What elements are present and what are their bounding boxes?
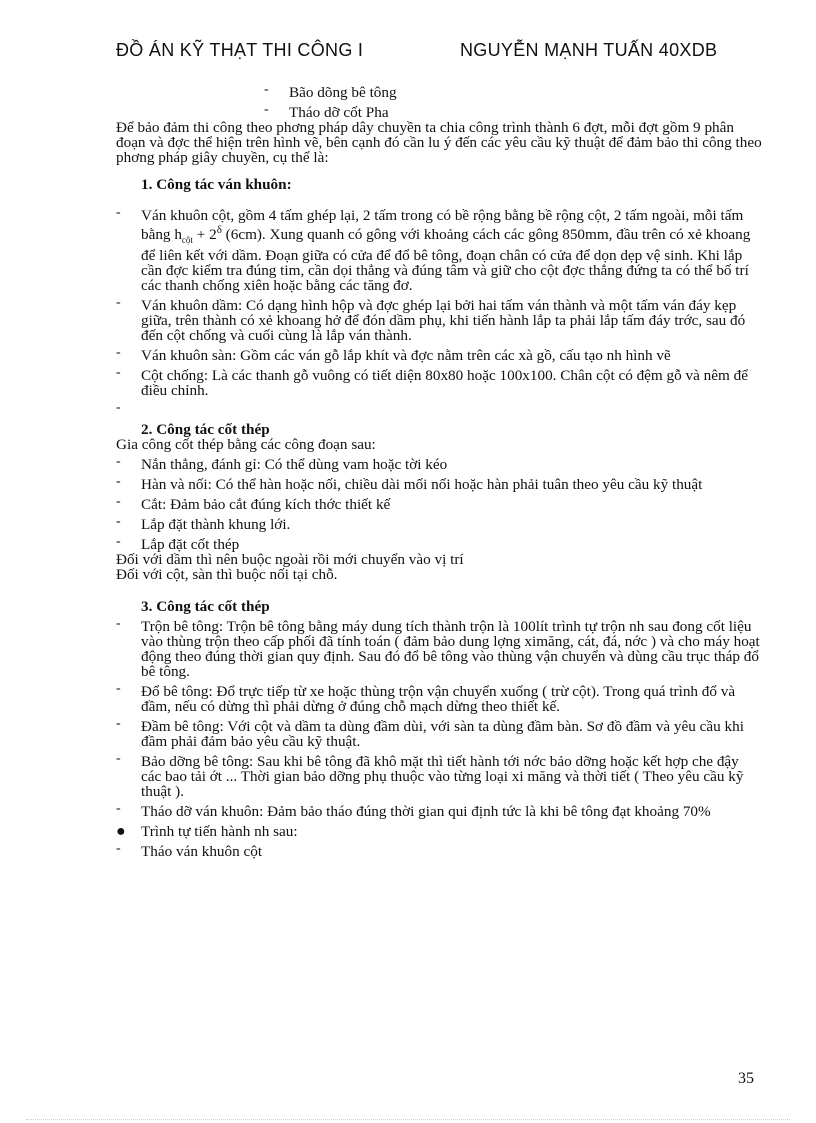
dash-marker: - — [264, 102, 269, 117]
list-item: - Trộn bê tông: Trộn bê tông bằng máy dung tích thành trộn là 100lít trình tự trộn nh sau đong cốt liệu vào thùng trộn theo cấp phối đã tính toán ( đảm bảo dung lợng ximăng, cát, đá, nớc ) và cho máy hoạt động theo đúng thời gian quy định. Sau đó đổ bê tông vào thùng vận chuyển và dùng cầu trục tháp đổ bê tông. — [116, 616, 760, 681]
list-item-empty — [116, 400, 762, 418]
top-items — [116, 82, 762, 121]
dash-marker: - — [116, 474, 121, 490]
intro-paragraph: Để bảo đảm thi công theo phơng pháp dây chuyền ta chia công trình thành 6 đợt, mỗi đợt gồm 9 phân đoạn và đợc thể hiện trên hình vẽ, bên cạnh đó cần lu ý đến các yêu cầu kỹ thuật để đảm bảo thi công theo phơng pháp giây chuyền, cụ thể là: — [116, 119, 762, 166]
list-item: - Cột chống: Là các thanh gỗ vuông có tiết diện 80x80 hoặc 100x100. Chân cột có đệm gỗ và nêm để điều chỉnh. — [116, 365, 748, 400]
list-item: - Đổ bê tông: Đổ trực tiếp từ xe hoặc thùng trộn vận chuyển xuống ( trừ cột). Trong quá trình đổ và đầm, nếu có dừng thì phải dừng ở đúng chỗ mạch dừng theo thiết kế. — [116, 681, 736, 716]
list-item: - Lắp đặt cốt thép — [116, 534, 240, 554]
dash-marker: - — [116, 716, 121, 732]
dash-marker: - — [116, 841, 121, 857]
page-header — [116, 34, 756, 60]
section-1-title: 1. Công tác ván khuôn: — [141, 176, 292, 193]
list-item: - Ván khuôn sàn: Gồm các ván gỗ lắp khít và đợc nằm trên các xà gồ, cấu tạo nh hình vẽ — [116, 345, 671, 365]
section-2-note-1: Đối với dầm thì nên buộc ngoài rồi mới chuyển vào vị trí — [116, 551, 464, 569]
list-item: - Bảo dỡng bê tông: Sau khi bê tông đã khô mặt thì tiết hành tới nớc bảo dỡng hoặc kết hợp che đậy các bao tải ớt ... Thời gian bảo dỡng phụ thuộc vào từng loại xi măng và thời tiết ( Theo yêu cầu kỹ thuật ). — [116, 751, 744, 801]
dash-marker: - — [264, 82, 269, 97]
list-item: - Ván khuôn cột, gồm 4 tấm ghép lại, 2 tấm trong có bề rộng bằng bề rộng cột, 2 tấm ngoài, mỗi tấm bằng $h_{cột} + 2^\delta$ (6cm). Xung quanh có gông với khoảng cách các gông 850mm, đầu trên có xẻ khoang để liên kết với dầm. Đoạn giữa có cửa để đổ bê tông, đoạn chân có cửa để dọn dẹp vệ sinh. Khi lắp cần đợc kiểm tra đúng tim, cần dọi thẳng và đúng tâm và giữ cho cột đợc thẳng đứng ta có thể bố trí các thanh chống xiên hoặc bằng các tăng đơ. — [116, 205, 751, 295]
dash-marker: - — [116, 801, 121, 817]
list-item: - Hàn và nối: Có thể hàn hoặc nối, chiều dài mối nối hoặc hàn phải tuân theo yêu cầu kỹ thuật — [116, 474, 703, 494]
page-content — [116, 80, 762, 859]
section-2-title: 2. Công tác cốt thép — [141, 421, 270, 439]
section-2-lead: Gia công cốt thép bằng các công đoạn sau: — [116, 436, 376, 454]
dash-marker: - — [116, 345, 121, 361]
list-item: - Tháo dỡ ván khuôn: Đảm bảo tháo đúng thời gian qui định tức là khi bê tông đạt khoảng 70% — [116, 801, 711, 821]
list-item: - Nắn thẳng, đánh gỉ: Có thể dùng vam hoặc tời kéo — [116, 454, 448, 474]
list-item: - Tháo dỡ cốt Pha — [264, 102, 389, 121]
dash-marker: - — [116, 454, 121, 470]
bottom-divider — [26, 1119, 790, 1120]
list-item: - Ván khuôn dầm: Có dạng hình hộp và đợc ghép lại bởi hai tấm ván thành và một tấm ván đáy kẹp giữa, trên thành có xẻ khoang hở để đón dầm phụ, khi tiến hành lắp ta phải lắp tấm đáy trớc, sau đó đến cột chống và cuối cùng là lắp ván thành. — [116, 295, 746, 345]
dash-marker: - — [116, 494, 121, 510]
dash-marker: - — [116, 751, 121, 767]
list-item: - Lắp đặt thành khung lới. — [116, 514, 291, 534]
dash-marker: - — [116, 534, 121, 550]
section-3-title: 3. Công tác cốt thép — [141, 598, 270, 616]
bullet-dot-icon: ● — [116, 823, 126, 841]
section-2-note-2: Đối với cột, sàn thì buộc nối tại chỗ. — [116, 566, 338, 584]
header-right: NGUYỄN MẠNH TUẤN 40XDB — [460, 40, 718, 60]
list-item: - Đầm bê tông: Với cột và dầm ta dùng đầm dùi, với sàn ta dùng đầm bàn. Sơ đồ đầm và yêu cầu khi đầm phải đảm bảo yêu cầu kỹ thuật. — [116, 716, 744, 751]
dash-marker: - — [116, 616, 121, 632]
list-item: - Cắt: Đảm bảo cắt đúng kích thớc thiết kế — [116, 494, 391, 514]
dash-marker: - — [116, 205, 121, 220]
page-number: 35 — [738, 1070, 754, 1087]
dash-marker: - — [116, 681, 121, 697]
dash-marker: - — [116, 400, 121, 416]
bullet-item: ● Trình tự tiến hành nh sau: — [116, 823, 298, 841]
dash-marker: - — [116, 514, 121, 530]
dash-marker: - — [116, 295, 121, 311]
list-item: - Tháo ván khuôn cột — [116, 841, 263, 861]
header-left: ĐỒ ÁN KỸ THẠT THI CÔNG I — [116, 40, 364, 60]
list-item: - Bão dõng bê tông — [264, 82, 397, 101]
dash-marker: - — [116, 365, 121, 381]
